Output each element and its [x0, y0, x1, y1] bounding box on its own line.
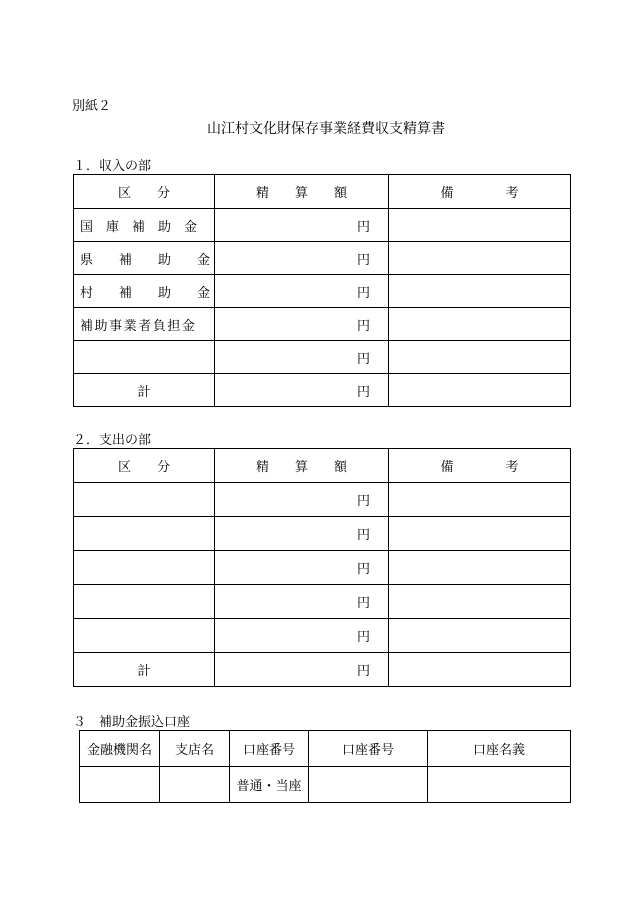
- income-header-row: [74, 175, 571, 209]
- income-row-amount: 円: [215, 209, 389, 242]
- account-header-row: [80, 731, 571, 767]
- expense-row: [74, 619, 571, 653]
- income-row-remarks: [389, 275, 571, 308]
- expense-row-amount: 円: [215, 551, 389, 585]
- attachment-label: 別紙２: [72, 99, 112, 114]
- expense-total-row: [74, 653, 571, 687]
- income-row-amount: 円: [215, 341, 389, 374]
- expense-row-remarks: [389, 483, 571, 517]
- income-header-remarks: 備 考: [389, 175, 571, 209]
- expense-header-category: 区 分: [74, 449, 215, 483]
- income-row: [74, 275, 571, 308]
- account-type-cell: 普通・当座: [230, 767, 309, 803]
- account-branch-name-cell: [160, 767, 230, 803]
- income-row: [74, 308, 571, 341]
- expense-row: [74, 585, 571, 619]
- account-header-branch-name: 支店名: [160, 731, 230, 767]
- account-header-bank-name: 金融機関名: [80, 731, 160, 767]
- income-heading: １．収入の部: [73, 159, 152, 174]
- account-data-row: [80, 767, 571, 803]
- expense-total-amount: 円: [215, 653, 389, 687]
- expense-row-remarks: [389, 585, 571, 619]
- income-row-label: 補助事業者負担金: [74, 308, 215, 341]
- income-row: [74, 341, 571, 374]
- income-row-label: 県 補 助 金: [74, 242, 215, 275]
- expense-row: [74, 517, 571, 551]
- account-number-cell: [309, 767, 428, 803]
- expense-header-amount: 精 算 額: [215, 449, 389, 483]
- expense-total-label: 計: [74, 653, 215, 687]
- income-row-amount: 円: [215, 275, 389, 308]
- income-total-amount: 円: [215, 374, 389, 407]
- expense-row-remarks: [389, 551, 571, 585]
- income-table: [73, 174, 571, 407]
- expense-row-label: [74, 551, 215, 585]
- account-bank-name-cell: [80, 767, 160, 803]
- expense-row-remarks: [389, 517, 571, 551]
- income-header-category: 区 分: [74, 175, 215, 209]
- income-row-label: 村 補 助 金: [74, 275, 215, 308]
- expense-header-row: [74, 449, 571, 483]
- account-header-account-holder: 口座名義: [428, 731, 571, 767]
- expense-row: [74, 483, 571, 517]
- income-total-row: [74, 374, 571, 407]
- expense-row-label: [74, 619, 215, 653]
- account-table: [79, 730, 571, 803]
- income-row-label: [74, 341, 215, 374]
- expense-row-amount: 円: [215, 483, 389, 517]
- expense-row-amount: 円: [215, 619, 389, 653]
- expense-row-label: [74, 483, 215, 517]
- expense-row-amount: 円: [215, 585, 389, 619]
- income-total-label: 計: [74, 374, 215, 407]
- income-row-remarks: [389, 341, 571, 374]
- account-heading: ３ 補助金振込口座: [73, 715, 191, 730]
- income-row-remarks: [389, 209, 571, 242]
- income-row-amount: 円: [215, 308, 389, 341]
- expense-row-label: [74, 517, 215, 551]
- expense-row-remarks: [389, 619, 571, 653]
- income-row: [74, 209, 571, 242]
- page-title: 山江村文化財保存事業経費収支精算書: [207, 121, 445, 137]
- expense-table: [73, 448, 571, 687]
- account-holder-cell: [428, 767, 571, 803]
- income-row-label: 国 庫 補 助 金: [74, 209, 215, 242]
- account-header-account-type: 口座番号: [230, 731, 309, 767]
- income-header-amount: 精 算 額: [215, 175, 389, 209]
- income-row: [74, 242, 571, 275]
- income-row-amount: 円: [215, 242, 389, 275]
- expense-row-label: [74, 585, 215, 619]
- expense-heading: ２．支出の部: [73, 433, 152, 448]
- account-header-account-number: 口座番号: [309, 731, 428, 767]
- income-row-remarks: [389, 242, 571, 275]
- expense-total-remarks: [389, 653, 571, 687]
- expense-row-amount: 円: [215, 517, 389, 551]
- expense-header-remarks: 備 考: [389, 449, 571, 483]
- expense-row: [74, 551, 571, 585]
- income-row-remarks: [389, 308, 571, 341]
- income-total-remarks: [389, 374, 571, 407]
